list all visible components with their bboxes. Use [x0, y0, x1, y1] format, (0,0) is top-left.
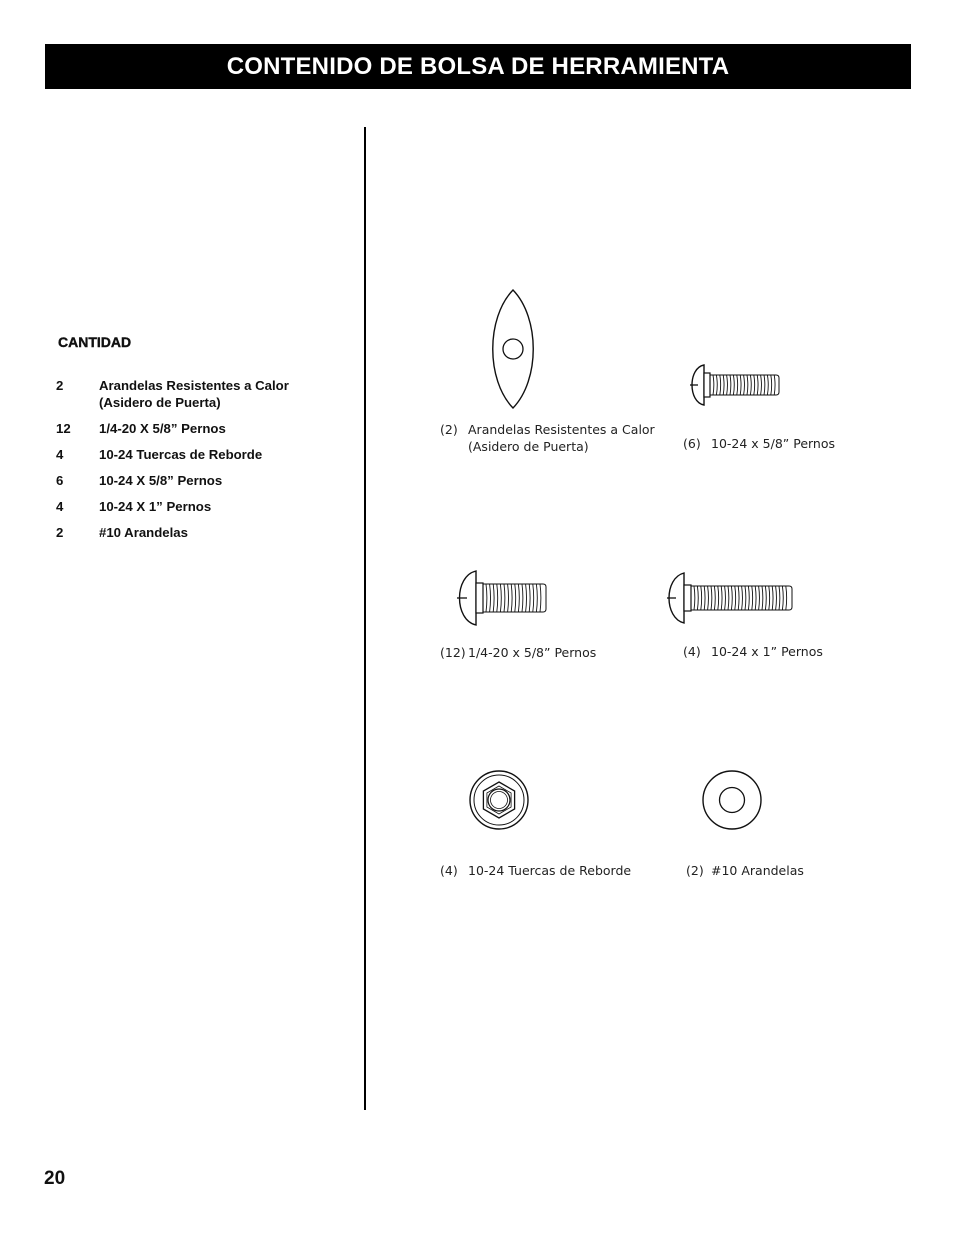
list-item: [56, 377, 356, 411]
caption-flat-washer: (2) #10 Arandelas: [686, 863, 804, 878]
part-qty: 12: [56, 421, 71, 436]
caption-heat-washer: (2) Arandelas Resistentes a Calor (Asidero de Puerta): [440, 422, 655, 454]
caption-long-bolt: (4) 10-24 x 1” Pernos: [683, 644, 823, 659]
caption-bolt-12: (12) 1/4-20 x 5/8” Pernos: [440, 645, 597, 660]
caption-bolt-6: (6) 10-24 x 5/8” Pernos: [683, 436, 836, 451]
page-number: 20: [44, 1168, 66, 1189]
part-desc: 1/4-20 X 5/8” Pernos: [99, 421, 226, 436]
list-item: [56, 446, 356, 463]
part-qty: 2: [56, 378, 64, 393]
list-item: [56, 498, 356, 515]
parts-list: [56, 377, 356, 550]
list-item: [56, 420, 356, 437]
page-title: CONTENIDO DE BOLSA DE HERRAMIENTA: [226, 52, 730, 80]
part-desc: #10 Arandelas: [99, 525, 188, 540]
flat-washer-icon: [701, 769, 763, 831]
part-desc: Arandelas Resistentes a Calor (Asidero de Puerta): [99, 378, 289, 410]
page-title-banner: [45, 44, 911, 89]
caption-flange-nut: (4) 10-24 Tuercas de Reborde: [440, 863, 632, 878]
part-desc: 10-24 X 1” Pernos: [99, 499, 212, 514]
part-qty: 4: [56, 447, 64, 462]
quantity-heading: CANTIDAD: [58, 334, 132, 350]
part-desc: 10-24 X 5/8” Pernos: [99, 473, 223, 488]
heat-washer-icon: [480, 288, 546, 410]
list-item: [56, 472, 356, 489]
long-bolt-icon: [662, 570, 798, 626]
bolt-icon: [686, 362, 782, 408]
flange-nut-icon: [468, 769, 530, 831]
part-qty: 2: [56, 525, 64, 540]
column-divider: [364, 127, 366, 1110]
part-qty: 6: [56, 473, 64, 488]
bolt-icon: [452, 568, 550, 628]
part-desc: 10-24 Tuercas de Reborde: [99, 447, 263, 462]
list-item: [56, 524, 356, 541]
part-qty: 4: [56, 499, 64, 514]
